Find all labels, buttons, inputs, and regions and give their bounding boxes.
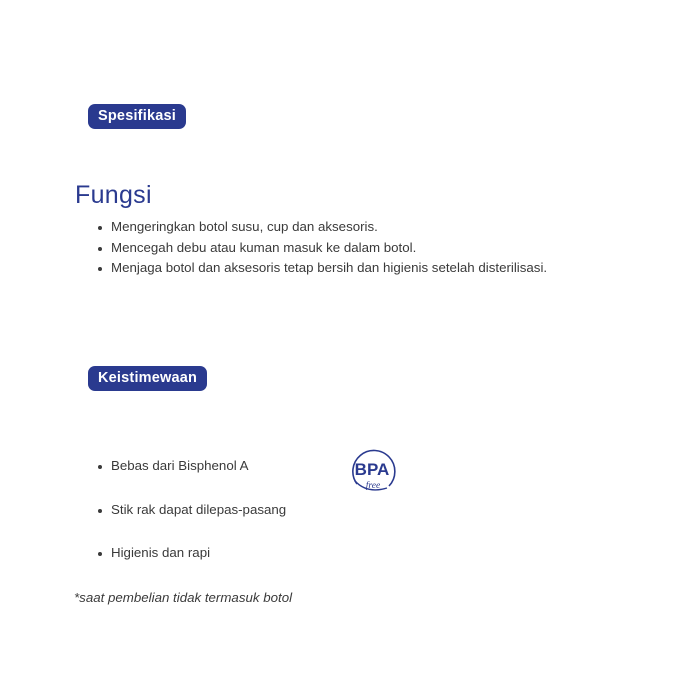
fungsi-item: Mencegah debu atau kuman masuk ke dalam botol. — [97, 238, 547, 259]
keistimewaan-item: Stik rak dapat dilepas-pasang — [97, 500, 286, 520]
fungsi-list — [97, 217, 547, 279]
fungsi-item: Mengeringkan botol susu, cup dan aksesoris. — [97, 217, 547, 238]
keistimewaan-item: Bebas dari Bisphenol A — [97, 456, 286, 476]
fungsi-heading: Fungsi — [75, 181, 152, 209]
keistimewaan-badge: Keistimewaan — [88, 366, 207, 391]
bpa-free-text: free — [365, 481, 381, 491]
footnote: *saat pembelian tidak termasuk botol — [74, 590, 293, 605]
spesifikasi-badge: Spesifikasi — [88, 104, 186, 129]
keistimewaan-list — [97, 456, 286, 587]
keistimewaan-item: Higienis dan rapi — [97, 543, 286, 563]
bpa-free-icon — [347, 448, 397, 496]
bpa-text: BPA — [354, 460, 390, 479]
fungsi-item: Menjaga botol dan aksesoris tetap bersih dan higienis setelah disterilisasi. — [97, 258, 547, 279]
